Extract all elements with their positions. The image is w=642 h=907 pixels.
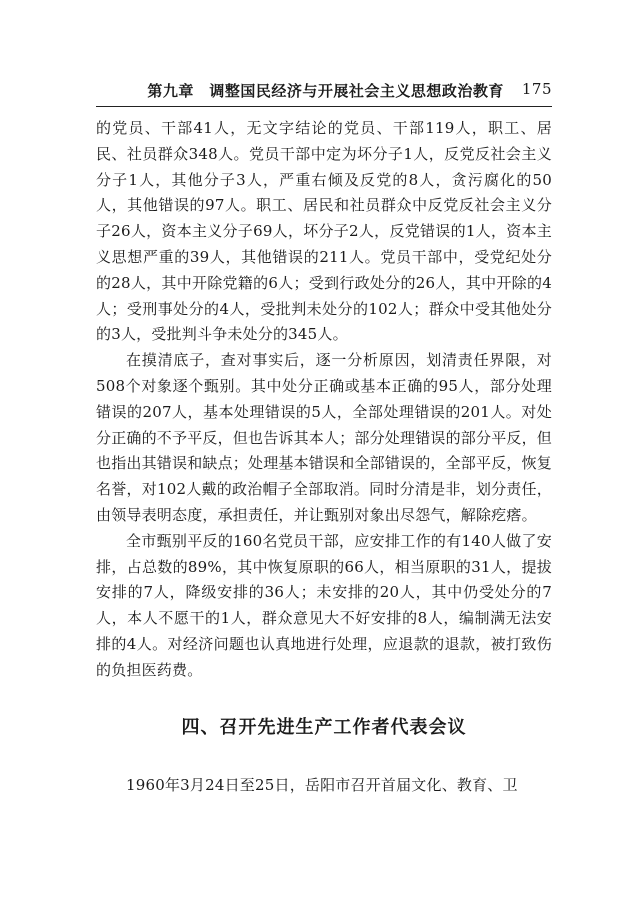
paragraph-2: 在摸清底子，查对事实后，逐一分析原因，划清责任界限，对508个对象逐个甄别。其中处分正确或基本正确的95人，部分处理错误的207人，基本处理错误的5人，全部处理错误的201人。对处分正确的不予平反，但也告诉其本人；部分处理错误的部分平反，但也指出其错误和缺点；处理基本错误和全部错误的，全部平反，恢复名誉，对102人戴的政治帽子全部取消。同时分清是非，划分责任，由领导表明态度，承担责任，并让甄别对象出尽怨气，解除疙瘩。 xyxy=(96,351,553,524)
page-number: 175 xyxy=(521,80,552,98)
section-heading: 四、召开先进生产工作者代表会议 xyxy=(181,716,467,738)
page-body xyxy=(96,116,552,798)
page-header xyxy=(96,80,552,107)
paragraph-4: 1960年3月24日至25日，岳阳市召开首届文化、教育、卫 xyxy=(126,775,518,794)
paragraph-3: 全市甄别平反的160名党员干部，应安排工作的有140人做了安排，占总数的89%，其中恢复原职的66人，相当原职的31人，提拔安排的7人，降级安排的36人；未安排的20人，其中仍受处分的7人，本人不愿干的1人，群众意见大不好安排的8人，编制满无法安排的4人。对经济问题也认真地进行处理，应退款的退款，被打致伤的负担医药费。 xyxy=(96,531,552,679)
paragraph-1: 的党员、干部41人，无文字结论的党员、干部119人，职工、居民、社员群众348人。党员干部中定为坏分子1人，反党反社会主义分子1人，其他分子3人，严重右倾及反党的8人，贪污腐化的50人，其他错误的97人。职工、居民和社员群众中反党反社会主义分子26人，资本主义分子69人，坏分子2人，反党错误的1人，资本主义思想严重的39人，其他错误的211人。党员干部中，受党纪处分的28人，其中开除党籍的6人；受到行政处分的26人，其中开除的4人；受刑事处分的4人，受批判未处分的102人；群众中受其他处分的3人，受批判斗争未处分的345人。 xyxy=(96,119,552,344)
running-title: 第九章 调整国民经济与开展社会主义思想政治教育 xyxy=(147,82,504,100)
